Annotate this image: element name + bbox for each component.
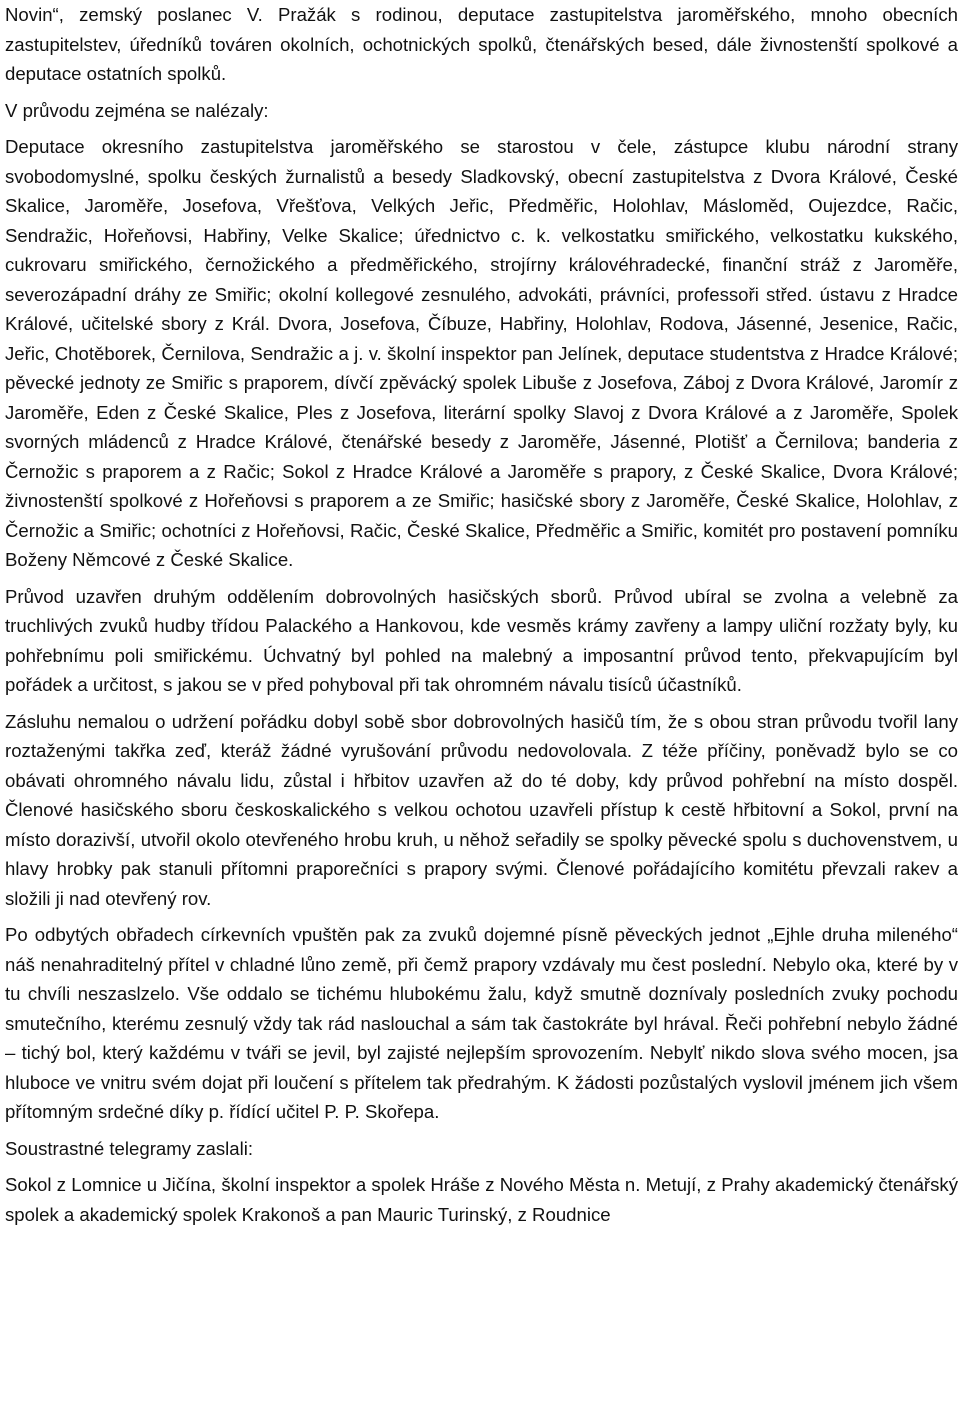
paragraph-order-keeping: Zásluhu nemalou o udržení pořádku dobyl sobě sbor dobrovolných hasičů tím, že s obou stran průvodu tvořil lany roztaženými takřka zeď, kteráž žádné vyrušování průvodu nedovolovala. Z téže příčiny, poněvadž bylo se co obávati ohromného návalu lidu, zůstal i hřbitov uzavřen až do té doby, kdy průvod pohřební na místo dospěl. Členové hasičského sboru českoskalického s velkou ochotou uzavřeli přístup k cestě hřbitovní a Sokol, první na místo dorazivší, utvořil okolo otevřeného hrobu kruh, u něhož seřadily se spolky pěvecké spolu s duchovenstvem, u hlavy hrobky pak stanuli přítomni praporečníci s prapory svými. Členové pořádajícího komitétu převzali rakev a složili ji nad otevřený rov. (5, 710, 958, 909)
document-page (5, 0, 958, 1229)
paragraph-delegations-list: Deputace okresního zastupitelstva jaroměřského se starostou v čele, zástupce klubu národní strany svobodomyslné, spolku českých žurnalistů a besedy Sladkovský, obecní zastupitelstva z Dvora Králové, České Skalice, Jaroměře, Josefova, Vřešťova, Velkých Jeřic, Předměřic, Holohlav, Másloměd, Oujezdce, Račic, Sendražic, Hořeňovsi, Habřiny, Velke Skalice; úřednictvo c. k. velkostatku smiřického, velkostatku kukského, cukrovaru smiřického, černožického a předměřického, strojírny královéhradecké, finanční stráž z Jaroměře, severozápadní dráhy ze Smiřic; okolní kollegové zesnulého, advokáti, právníci, professoři střed. ústavu z Hradce Králové, učitelské sbory z Král. Dvora, Josefova, Číbuze, Habřiny, Holohlav, Rodova, Jásenné, Jesenice, Račic, Jeřic, Chotěborek, Černilova, Sendražic a j. v. školní inspektor pan Jelínek, deputace studentstva z Hradce Králové; pěvecké jednoty ze Smiřic s praporem, dívčí zpěvácký spolek Libuše z Josefova, Záboj z Dvora Králové, Jaromír z Jaroměře, Eden z České Skalice, Ples z Josefova, literární spolky Slavoj z Dvora Králové a z Jaroměře, Spolek svorných mládenců z Hradce Králové, čtenářské besedy z Jaroměře, Jásenné, Plotišť a Černilova; banderia z Černožic s praporem a z Račic; Sokol z Hradce Králové a Jaroměře s prapory, z České Skalice, Dvora Králové; živnostenští spolkové z Hořeňovsi s praporem a ze Smiřic; hasičské sbory z Jaroměře, České Skalice, Holohlav, z Černožic a Smiřic; ochotníci z Hořeňovsi, Račic, České Skalice, Předměřic a Smiřic, komitét pro postavení pomníku Boženy Němcové z České Skalice. (5, 136, 958, 570)
paragraph-procession-intro: V průvodu zejména se nalézaly: (5, 99, 269, 121)
paragraph-telegram-senders: Sokol z Lomnice u Jičína, školní inspektor a spolek Hráše z Nového Města n. Metují, z Prahy akademický čtenářský spolek a akademický spolek Krakonoš a pan Mauric Turinský, z Roudnice (5, 1174, 958, 1225)
paragraph-procession-closing: Průvod uzavřen druhým oddělením dobrovolných hasičských sborů. Průvod ubíral se zvolna a velebně za truchlivých zvuků hudby třídou Palackého a Hankovou, kde vesměs krámy zavřeny a lampy uliční rozžaty byly, ku pohřebnímu poli smiřickému. Úchvatný byl pohled na malebný a imposantní průvod tento, překvapujícím byl pořádek a určitost, s jakou se v před pohyboval při tak ohromném návalu tisíců účastníků. (5, 585, 958, 695)
paragraph-burial: Po odbytých obřadech církevních vpuštěn pak za zvuků dojemné písně pěveckých jednot „Ejhle druha mileného“ náš nenahraditelný přítel v chladné lůno země, při čemž prapory vzdávaly mu čest poslední. Nebylo oka, které by v tu chvíli neszaslzelo. Vše oddalo se tichému hlubokému žalu, když smutně doznívaly posledních zvuky pochodu smutečního, kterému zesnulý vždy tak rád naslouchal a sám tak častokráte byl hrával. Řeči pohřební nebylo žádné – tichý bol, který každému v tváři se jevil, byl zajisté nejlepším sprovozením. Nebylť nikdo slova svého mocen, jsa hluboce ve vnitru svém dojat při loučení s přítelem tak předrahým. K žádosti pozůstalých vyslovil jménem jich všem přítomným srdečné díky p. řídící učitel P. P. Skořepa. (5, 924, 958, 1122)
paragraph-telegrams-heading: Soustrastné telegramy zaslali: (5, 1137, 254, 1159)
paragraph-funeral-attendees: Novin“, zemský poslanec V. Pražák s rodinou, deputace zastupitelstva jaroměřského, mnoho obecních zastupitelstev, úředníků továren okolních, ochotnických spolků, čtenářských besed, dále živnostenští spolkové a deputace ostatních spolků. (5, 4, 958, 84)
